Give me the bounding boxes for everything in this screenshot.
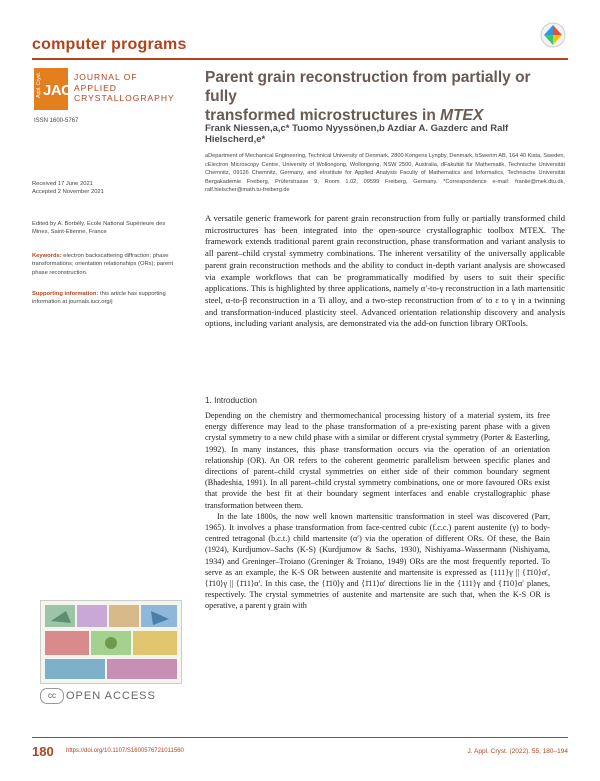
footer-rule [32,737,568,738]
intro-paragraph-1: Depending on the chemistry and thermomechanical processing history of a material system, its free energy difference may lead to the phase transformation of a pre-existing parent phase with a given crystal symmetry to a new child phase with a similar or different crystal symmetry (Porter & Easterling, 1992). In many instances, this phase transformation occurs via the operation of an orientation relationship (OR). An OR refers to the coherent geometric parallelism between specific planes and directions of parent–child crystal symmetries on either side of their common boundary segment (Bhadeshia, 1991). In all parent–child crystal symmetry combinations, one or more favoured ORs exist that provide the best fit at their boundary segment interfaces and enable crystallographic phase transformation between them. [205,411,550,510]
accepted-date: Accepted 2 November 2021 [32,189,104,196]
journal-name: JOURNAL OF APPLIED CRYSTALLOGRAPHY [74,72,175,103]
section-title: computer programs [32,36,187,53]
keywords-label: Keywords: [32,253,62,259]
affiliations: aDepartment of Mechanical Engineering, Technical University of Denmark, 2800 Kongens Lyngby, Denmark, bSwerim AB, 164 40 Kista, Sweden, cElectron Microscopy Centre, University of Wollongong, Wollongong, NSW 2500, Australia, dFakultät für Mathematik, Technische Universität Chemnitz, 09126 Chemnitz, Germany, and eInstitute for Applied Analysis Faculty of Mathematics and Informatics, Technische Universität Bergakademie Freiberg, Prüferstrasse 9, Room 1.02, 09599 Freiberg, Germany. *Correspondence e-mail: franiie@mek.dtu.dk, ralf.hielscher@math.tu-freiberg.de [205,153,565,194]
header-rule [32,58,568,60]
graphical-abstract-image [40,600,182,684]
crossmark-icon[interactable] [540,22,566,48]
cc-license-icon: cc [40,688,64,704]
supporting-info-text[interactable]: this article has supporting information at journals.iucr.org/j [32,291,166,306]
doi-link[interactable]: https://doi.org/10.1107/S1600576721011560 [66,748,184,754]
article-title: Parent grain reconstruction from partially or fully transformed microstructures in MTEX [205,69,531,124]
abstract: A versatile generic framework for parent grain reconstruction from fully or partially transformed child microstructures has been integrated into the open-source crystallographic toolbox MTEX. The framework extends traditional parent grain reconstruction, phase transformation and variant analysis to all parent–child crystal symmetry combinations. The inherent versatility of the universally applicable parent grain reconstruction methods and the ability to conduct in-depth variant analysis are showcased via example workflows that can be programmatically modified by users to suit their specific applications. This is highlighted by three applications, namely α′-to-γ reconstruction in a lath martensitic steel, α-to-β reconstruction in a Ti alloy, and a two-step reconstruction from α′ to ε to γ in a twinning and transformation-induced plasticity steel. Advanced orientation relationship discovery and analysis options, including variant analysis, are demonstrated via the add-on function library ORTools. [205,213,565,329]
supporting-info-label: Supporting information: [32,291,99,297]
citation: J. Appl. Cryst. (2022). 55, 180–194 [467,748,568,755]
journal-logo [34,68,194,116]
supporting-info [32,290,182,307]
keywords [32,252,182,277]
intro-heading: 1. Introduction [205,396,257,405]
issn: ISSN 1600-5767 [34,118,79,124]
page-number: 180 [32,744,54,759]
jac-logo-icon: Appl. Cryst. JAC [34,68,68,110]
editor: Edited by A. Borbély, Ecole National Supérieure des Mines, Saint-Etienne, France [32,221,166,236]
received-date: Received 17 June 2021 [32,181,93,187]
intro-body [205,410,550,612]
intro-paragraph-2: In the late 1800s, the now well known martensitic transformation in steel was discovered (Parr, 1965). It involves a phase transformation from face-centred cubic (f.c.c.) parent austenite (γ) to body-centred tetragonal (b.c.t.) child martensite (α′) via the operation of different ORs. Of these, the Bain (1924), Kurdjumov–Sachs (K-S) (Kurdjumow & Sachs, 1930), Nishiyama–Wassermann (Nishiyama, 1934) and Greninger–Troiano (Greninger & Troiano, 1949) ORs are the most frequently reported. To serve as an example, the K-S OR between austenite and martensite is expressed as {111}γ || {1̄10}α′, ⟨1̄10⟩γ || ⟨1̄11⟩α′. In this case, the ⟨1̄10⟩γ and ⟨1̄11⟩α′ directions lie in the {111}γ and {1̄10}α′ planes, respectively. The crystal symmetries of austenite and martensite are such that, when the K-S OR is operative, a parent γ grain with [205,511,550,611]
keywords-text: electron backscattering diffraction; phase transformations; orientation relationships (ORs); parent phase reconstruction. [32,253,174,276]
open-access-label: OPEN ACCESS [66,690,156,702]
authors: Frank Niessen,a,c* Tuomo Nyyssönen,b Azdiar A. Gazderc and Ralf Hielscherd,e* [205,123,509,145]
dates [32,180,182,197]
open-access-badge[interactable] [40,688,190,706]
